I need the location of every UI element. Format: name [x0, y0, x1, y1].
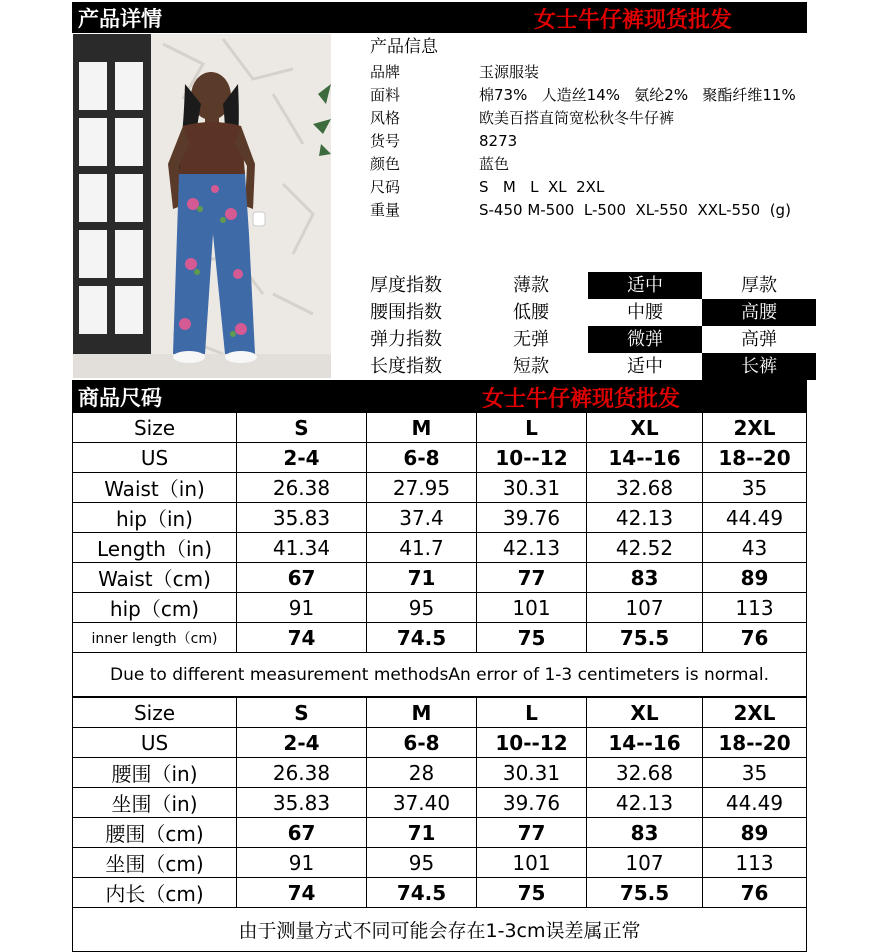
table-cell: 67 [237, 563, 367, 593]
table-cell: 95 [367, 593, 477, 623]
table-cell: 95 [367, 848, 477, 878]
table-cell: 14--16 [587, 728, 703, 758]
table-cell: 83 [587, 563, 703, 593]
table-cell: 18--20 [703, 728, 807, 758]
table-cell: M [367, 413, 477, 443]
info-row [370, 84, 810, 107]
header-bar-size [72, 380, 807, 412]
header-promo: 女士牛仔裤现货批发 [534, 8, 733, 33]
table-cell: 76 [703, 878, 807, 908]
table-cell: 89 [703, 563, 807, 593]
table-cell: 腰围（in) [73, 758, 237, 788]
table-cell: L [477, 698, 587, 728]
table-cell: 30.31 [477, 473, 587, 503]
table-row [73, 413, 807, 443]
index-row [370, 326, 807, 353]
info-key: 尺码 [370, 178, 401, 196]
index-option: 厚款 [741, 275, 777, 296]
table-cell: 28 [367, 758, 477, 788]
table-row [73, 533, 807, 563]
table-cell: Waist（cm) [73, 563, 237, 593]
info-value: S M L XL 2XL [479, 178, 605, 196]
table-cell: 77 [477, 818, 587, 848]
table-row [73, 728, 807, 758]
table-cell: 44.49 [703, 788, 807, 818]
table-cell: US [73, 443, 237, 473]
index-option-selected: 微弹 [588, 326, 702, 353]
table-cell: 75 [477, 623, 587, 653]
table-row [73, 563, 807, 593]
table-row [73, 908, 807, 952]
table-cell: Size [73, 413, 237, 443]
table-cell: 26.38 [237, 758, 367, 788]
table-cell: 107 [587, 593, 703, 623]
table-cell: 74 [237, 623, 367, 653]
table-row [73, 758, 807, 788]
info-row [370, 199, 810, 222]
table-cell: 101 [477, 593, 587, 623]
index-option: 高弹 [741, 329, 777, 350]
table-row [73, 818, 807, 848]
product-info-rows [370, 61, 810, 231]
table-cell: 42.52 [587, 533, 703, 563]
table-cell: 44.49 [703, 503, 807, 533]
table-cell: 42.13 [587, 788, 703, 818]
index-label: 厚度指数 [370, 275, 442, 296]
index-option: 无弹 [513, 329, 549, 350]
table-row [73, 473, 807, 503]
table-cell: Size [73, 698, 237, 728]
index-option-selected: 长裤 [702, 353, 816, 380]
table-cell: 37.4 [367, 503, 477, 533]
table-cell: 腰围（cm) [73, 818, 237, 848]
table-cell: S [237, 698, 367, 728]
info-key: 重量 [370, 201, 401, 219]
table-cell: 6-8 [367, 728, 477, 758]
index-option: 中腰 [627, 302, 663, 323]
table-cell: 74.5 [367, 878, 477, 908]
table-cell: 35.83 [237, 788, 367, 818]
table-cell: US [73, 728, 237, 758]
index-option-selected: 高腰 [702, 299, 816, 326]
table-cell: L [477, 413, 587, 443]
table-cell: 26.38 [237, 473, 367, 503]
table-cell: Waist（in) [73, 473, 237, 503]
table-cell: 坐围（cm) [73, 848, 237, 878]
table-cell: 107 [587, 848, 703, 878]
table-cell: 76 [703, 623, 807, 653]
size-table-en [72, 412, 807, 697]
table-cell: 10--12 [477, 443, 587, 473]
table-cell: 75.5 [587, 878, 703, 908]
index-option-selected: 适中 [588, 272, 702, 299]
info-value: 欧美百搭直筒宽松秋冬牛仔裤 [479, 109, 675, 127]
info-key: 面料 [370, 86, 401, 104]
info-key: 颜色 [370, 155, 401, 173]
table-row [73, 788, 807, 818]
table-cell: 2-4 [237, 728, 367, 758]
header-title: 产品详情 [78, 7, 162, 31]
table-cell: 67 [237, 818, 367, 848]
table-cell: 39.76 [477, 503, 587, 533]
table-cell: 113 [703, 848, 807, 878]
index-row [370, 272, 807, 299]
table-cell: 43 [703, 533, 807, 563]
table-cell: inner length（cm) [73, 623, 237, 653]
table-cell: hip（cm) [73, 593, 237, 623]
table-cell: 41.7 [367, 533, 477, 563]
table-cell: 75 [477, 878, 587, 908]
index-row [370, 299, 807, 326]
table-cell: 18--20 [703, 443, 807, 473]
table-cell: 71 [367, 563, 477, 593]
index-option: 短款 [513, 356, 549, 377]
table-cell: 75.5 [587, 623, 703, 653]
table-cell: 83 [587, 818, 703, 848]
table-cell: 41.34 [237, 533, 367, 563]
table-cell: S [237, 413, 367, 443]
table-cell: hip（in) [73, 503, 237, 533]
info-value: S-450 M-500 L-500 XL-550 XXL-550 (g) [479, 201, 791, 219]
table-cell: 71 [367, 818, 477, 848]
size-section-promo: 女士牛仔裤现货批发 [482, 387, 681, 412]
table-cell: 77 [477, 563, 587, 593]
table-cell: 32.68 [587, 473, 703, 503]
header-bar-top [72, 2, 807, 33]
table-cell: 39.76 [477, 788, 587, 818]
table-cell: 35.83 [237, 503, 367, 533]
info-row [370, 176, 810, 199]
table-cell: 2-4 [237, 443, 367, 473]
info-row [370, 130, 810, 153]
info-key: 品牌 [370, 63, 401, 81]
size-table-cn [72, 697, 807, 952]
table-cell: 35 [703, 758, 807, 788]
index-option: 薄款 [513, 275, 549, 296]
size-section-title: 商品尺码 [78, 386, 162, 410]
table-cell: Length（in) [73, 533, 237, 563]
index-label: 腰围指数 [370, 302, 442, 323]
info-value: 棉73% 人造丝14% 氨纶2% 聚酯纤维11% [479, 86, 796, 104]
measurement-note-cn: 由于测量方式不同可能会存在1-3cm误差属正常 [73, 908, 807, 952]
table-cell: 2XL [703, 698, 807, 728]
table-cell: 32.68 [587, 758, 703, 788]
table-cell: 10--12 [477, 728, 587, 758]
table-cell: XL [587, 698, 703, 728]
index-row [370, 353, 807, 380]
table-cell: 101 [477, 848, 587, 878]
index-option: 低腰 [513, 302, 549, 323]
table-row [73, 878, 807, 908]
table-cell: 74 [237, 878, 367, 908]
table-row [73, 443, 807, 473]
index-option: 适中 [627, 356, 663, 377]
table-cell: 内长（cm) [73, 878, 237, 908]
table-cell: 2XL [703, 413, 807, 443]
info-key: 风格 [370, 109, 401, 127]
index-label: 弹力指数 [370, 329, 442, 350]
table-row [73, 503, 807, 533]
table-cell: 坐围（in) [73, 788, 237, 818]
table-row [73, 848, 807, 878]
info-row [370, 153, 810, 176]
table-row [73, 593, 807, 623]
info-row [370, 61, 810, 84]
table-cell: 14--16 [587, 443, 703, 473]
table-cell: XL [587, 413, 703, 443]
info-key: 货号 [370, 132, 401, 150]
table-cell: 6-8 [367, 443, 477, 473]
product-info-title: 产品信息 [370, 37, 438, 57]
product-photo [73, 34, 331, 378]
table-cell: 35 [703, 473, 807, 503]
table-cell: 89 [703, 818, 807, 848]
info-value: 8273 [479, 132, 518, 150]
table-cell: M [367, 698, 477, 728]
info-row [370, 107, 810, 130]
table-cell: 27.95 [367, 473, 477, 503]
measurement-note: Due to different measurement methodsAn error of 1-3 centimeters is normal. [73, 653, 807, 697]
table-row [73, 653, 807, 697]
table-cell: 74.5 [367, 623, 477, 653]
table-cell: 30.31 [477, 758, 587, 788]
info-value: 蓝色 [479, 155, 510, 173]
table-cell: 113 [703, 593, 807, 623]
table-row [73, 623, 807, 653]
table-row [73, 698, 807, 728]
info-value: 玉源服装 [479, 63, 540, 81]
index-label: 长度指数 [370, 356, 442, 377]
table-cell: 37.40 [367, 788, 477, 818]
table-cell: 42.13 [477, 533, 587, 563]
table-cell: 91 [237, 593, 367, 623]
table-cell: 91 [237, 848, 367, 878]
table-cell: 42.13 [587, 503, 703, 533]
